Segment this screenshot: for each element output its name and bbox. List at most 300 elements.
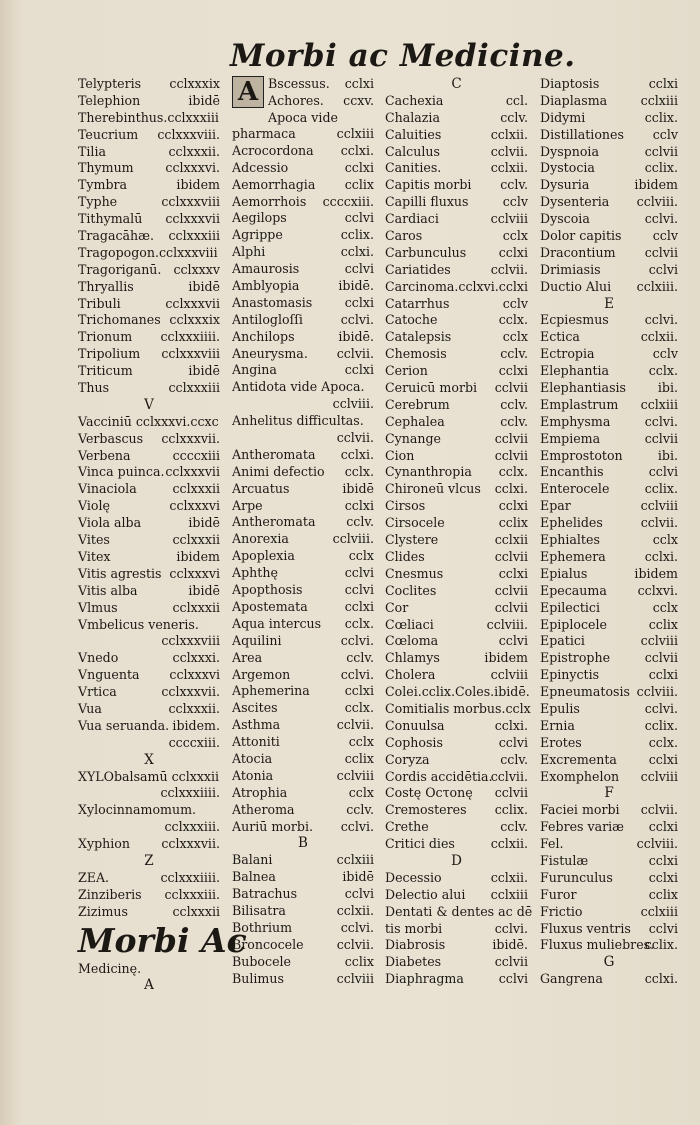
entry-name: Xylocinnamomum. [78,802,197,818]
entry-ref: cclxxxii [172,481,220,497]
index-column-1 [78,76,247,994]
entry-ref: ibidē [188,278,220,294]
index-entry [232,329,374,346]
entry-ref: cclxi [648,852,678,868]
entry-ref: cclviii. [636,194,678,210]
entry-ref: cclxiii [336,852,374,868]
index-entry [232,886,374,903]
index-column-4 [540,76,678,988]
index-entry [232,396,374,413]
entry-name: Aegilops [232,210,287,226]
entry-ref: cclv. [500,177,528,193]
index-entry [540,752,678,769]
entry-name: Chironeū vlcus [385,481,481,497]
index-entry [78,312,220,329]
entry-ref: cclx [348,734,374,750]
entry-ref: cclxxxiii. [164,886,220,902]
index-entry [232,531,374,548]
index-entry [232,802,374,819]
entry-ref: cclx. [344,463,374,479]
entry-ref: cclxxxvi [169,565,220,581]
entry-ref: cclxi. [340,446,374,462]
index-entry [78,346,220,363]
entry-ref: cclxii. [490,126,528,142]
entry-ref: cclix [344,176,374,192]
entry-name: Aqua intercus [232,615,322,631]
index-entry [540,870,678,887]
index-entry [232,278,374,295]
entry-ref: cclxii. [490,869,528,885]
entry-ref: cclxxxiii [168,228,220,244]
entry-name: Broncocele [232,936,304,952]
entry-ref: cclxi [498,498,528,514]
entry-ref: cclvii [494,582,528,598]
entry-name: Chalazia [385,109,440,125]
index-entry [540,346,678,363]
entry-name: Cerion [385,363,428,379]
entry-ref: cclxxxvii [165,464,220,480]
entry-name: Epatici [540,633,585,649]
entry-ref: cclix. [644,109,678,125]
index-entry [78,633,220,650]
entry-ref: cclxi [648,667,678,683]
index-entry [232,514,374,531]
index-entry [540,684,678,701]
index-entry [78,515,220,532]
index-entry [540,397,678,414]
index-entry [232,700,374,717]
entry-name: Balnea [232,869,276,885]
index-entry [540,211,678,228]
index-entry [78,177,220,194]
entry-ref: cclxiii [640,92,678,108]
entry-name: Emphysma [540,413,611,429]
index-entry [78,211,220,228]
entry-ref: cclviii [640,768,678,784]
entry-name: Anorexia [232,531,289,547]
entry-name: Ecpiesmus [540,312,609,328]
entry-name: Emplastrum [540,396,619,412]
entry-name: Cordis accidētia. [385,768,493,784]
entry-ref: cclxxxvi [169,667,220,683]
index-entry [78,769,220,786]
entry-name: Arcuatus [232,480,290,496]
entry-name: Antidota vide Apoca. [232,379,365,395]
index-entry [540,312,678,329]
entry-ref: cclviii. [486,616,528,632]
index-entry [385,700,531,718]
entry-name: Balani [232,852,273,868]
index-entry [78,228,220,245]
entry-name: Distillationes [540,126,624,142]
section-letter: Z [144,852,154,869]
entry-name: Anhelitus difficultas. [232,413,364,429]
index-entry [232,177,374,194]
index-entry [78,296,220,313]
index-entry [385,397,528,414]
entry-ref: cclvi [344,886,374,902]
entry-name: Verbascus [78,430,144,446]
entry-name: Colei.cclix.Coles.ibidē. [385,684,530,700]
entry-ref: cclv [652,126,678,142]
entry-ref: cclvii. [336,717,374,733]
entry-name: Bubocele [232,953,291,969]
entry-name: Aquilini [232,632,282,648]
entry-ref: cclviii. [636,684,678,700]
entry-ref: cclxi [344,598,374,614]
entry-ref: cclviii. [332,396,374,412]
entry-ref: cclx [652,599,678,615]
entry-name: Fistulæ [540,852,589,868]
entry-ref: ccccxiii. [168,734,220,750]
index-entry [540,819,678,836]
entry-ref: cclvii [494,954,528,970]
entry-ref: cclxxxvii [165,211,220,227]
entry-name: Antheromata [232,446,316,462]
index-entry [385,312,528,329]
entry-ref: cclix [344,750,374,766]
entry-name: Cynanthropia [385,464,472,480]
entry-ref: ibidē [342,480,374,496]
entry-ref: cclx [348,548,374,564]
index-entry [232,633,374,650]
index-entry [78,735,220,752]
entry-name: Didymi [540,109,586,125]
entry-name: Gangrena [540,971,603,987]
entry-ref: cclx [502,329,528,345]
entry-ref: ccxv. [343,93,374,108]
entry-ref: cclxiii [490,886,528,902]
index-entry [540,431,678,448]
entry-name: Diabetes [385,954,442,970]
entry-name: Chemosis [385,346,447,362]
entry-ref: cclix. [644,160,678,176]
entry-name: Angina [232,362,277,378]
index-entry [78,650,220,667]
entry-ref: cclvii. [490,143,528,159]
entry-ref: cclxxxii. [168,700,220,716]
section-letter: V [144,396,154,413]
index-entry [385,160,528,177]
entry-ref: cclvi [498,971,528,987]
entry-name: Clystere [385,532,439,548]
entry-ref: ccccxiii. [322,193,374,209]
entry-ref: cclvii. [490,768,528,784]
index-entry [385,921,528,938]
entry-name: Auriū morbi. [232,818,314,834]
index-entry [385,532,528,549]
entry-name: Caros [385,228,423,244]
index-entry [540,329,678,346]
index-entry [540,566,678,583]
section-heading [78,920,247,961]
index-entry [540,110,678,127]
entry-ref: cclxi [344,294,374,310]
entry-ref: cclv. [500,751,528,767]
index-entry [385,870,528,887]
entry-name: Fluxus ventris [540,920,631,936]
entry-name: Telephion [78,92,141,108]
section-letter: X [144,751,154,768]
entry-ref: cclxxxv [173,261,220,277]
index-entry [540,650,678,667]
entry-name: Amblyopia [232,278,300,294]
entry-name: Carbunculus [385,244,467,260]
index-entry [78,836,220,853]
index-entry [78,160,220,177]
entry-name: Capitis morbi [385,177,472,193]
index-entry [385,177,528,194]
entry-ref: cclvi [344,582,374,598]
entry-name: Antilogloſſi [232,311,303,327]
entry-ref: cclix [648,886,678,902]
entry-name: Animi defectio [232,463,325,479]
index-entry [232,194,374,211]
entry-name: Vinaciola [78,481,137,497]
entry-name: Vmbelicus veneris. [78,616,199,632]
index-entry [385,836,528,853]
entry-ref: cclv [652,346,678,362]
entry-ref: cclix [648,616,678,632]
entry-ref: cclviii [640,633,678,649]
index-entry [540,262,678,279]
entry-ref: ibidē [342,869,374,885]
index-entry [232,650,374,667]
index-entry [540,735,678,752]
entry-name: Amaurosis [232,261,300,277]
entry-name: Area [232,649,263,665]
index-entry [78,549,220,566]
entry-ref: ibidem [484,650,528,666]
index-entry [232,261,374,278]
entry-name: Cœliaci [385,616,434,632]
entry-name: Cion [385,447,415,463]
entry-ref: cclviii [490,211,528,227]
index-entry [232,920,374,937]
index-entry [232,379,374,396]
index-entry [232,667,374,684]
entry-ref: cclxi. [644,971,678,987]
entry-name: Ephialtes [540,532,600,548]
entry-ref: ibidem [176,177,220,193]
index-entry [78,600,220,617]
index-entry [385,735,528,752]
entry-name: Triticum [78,363,133,379]
entry-name: Costę Ocτonę [385,785,473,801]
entry-name: Diaptosis [540,76,600,91]
index-entry [78,887,220,904]
entry-name: Enterocele [540,481,610,497]
entry-ref: cclvii. [336,936,374,952]
entry-ref: cclvii. [336,430,374,446]
entry-ref: ibidem [634,177,678,193]
entry-ref: cclvi. [340,666,374,682]
index-entry [78,464,220,481]
index-entry [385,211,528,228]
entry-ref: cclxi [344,76,374,91]
entry-name: Comitialis morbus.cclx [385,700,531,716]
entry-name: Cirsocele [385,515,445,531]
entry-ref: cclx. [648,363,678,379]
index-entry [232,937,374,954]
index-entry [540,464,678,481]
index-entry [232,362,374,379]
entry-name: Bothrium [232,919,293,935]
entry-ref: cclvii [494,785,528,801]
entry-name: Epinyctis [540,667,600,683]
entry-name: Catalepsis [385,329,452,345]
index-entry [385,228,528,245]
entry-name: ZEA. [78,869,110,885]
entry-ref: cclxii. [490,836,528,852]
entry-name: Delectio alui [385,886,466,902]
entry-name: Tripolium [78,346,141,362]
entry-name: Vua seruanda. [78,717,170,733]
section-letter: A [144,977,154,994]
entry-name: Elephantia [540,363,610,379]
index-entry [232,346,374,363]
index-entry [540,583,678,600]
index-entry [78,961,220,978]
entry-name: Faciei morbi [540,802,620,818]
entry-name: Coryza [385,751,430,767]
entry-name: XYLObalsamū cclxxxii [78,768,220,784]
index-entry [232,852,374,869]
entry-name: Zinziberis [78,886,142,902]
index-entry [385,110,528,127]
index-entry [232,244,374,261]
index-entry [385,279,528,296]
index-entry [232,548,374,565]
entry-name: Argemon [232,666,291,682]
entry-name: Epialus [540,565,588,581]
entry-name: Catarrhus [385,295,450,311]
entry-name: Tragopogon.cclxxxviii [78,244,218,260]
index-entry [232,869,374,886]
index-entry [540,549,678,566]
index-entry [385,937,528,954]
index-entry [385,769,528,786]
entry-name: Chlamys [385,650,440,666]
entry-name: Caluities [385,126,442,142]
entry-ref: cclvi [648,464,678,480]
entry-name: Alphi [232,244,266,260]
index-entry [232,971,374,988]
entry-ref: cclxiii [640,396,678,412]
index-entry [385,718,528,735]
entry-ref: cclxi [344,683,374,699]
index-entry [78,498,220,515]
entry-name: Clides [385,548,425,564]
entry-ref: cclxxxiiii. [160,785,220,801]
index-entry [540,363,678,380]
index-entry [540,887,678,904]
entry-name: Cardiaci [385,211,439,227]
index-entry [78,617,220,634]
index-entry [78,684,220,701]
entry-ref: cclxiii [640,903,678,919]
entry-ref: cclxii. [336,902,374,918]
entry-name: Bilisatra [232,902,286,918]
entry-name: Excrementa [540,751,617,767]
index-entry [385,262,528,279]
index-entry [540,414,678,431]
entry-ref: cclxxxiii. [164,819,220,835]
entry-ref: cclvi [344,565,374,581]
entry-name: Carcinoma.cclxvi.cclxi [385,278,529,294]
index-entry [232,160,374,177]
index-entry [540,481,678,498]
entry-name: Verbena [78,447,131,463]
entry-ref: cclxxxviii [161,633,220,649]
entry-name: Cophosis [385,734,443,750]
entry-name: Trichomanes [78,312,161,328]
index-entry [78,785,220,802]
index-entry [385,903,533,921]
index-entry [385,752,528,769]
index-entry [540,718,678,735]
entry-ref: cclxi [648,819,678,835]
entry-ref: cclxi [344,362,374,378]
index-entry [232,819,374,836]
entry-name: Cephalea [385,413,445,429]
entry-ref: ibidē. [338,278,374,294]
drop-cap-letter: A [232,76,264,108]
entry-ref: cclix. [644,937,678,953]
entry-name: Atocia [232,750,273,766]
entry-name: Violę [78,498,110,514]
entry-ref: cclvi [344,210,374,226]
entry-name: Vacciniū cclxxxvi.ccxc [78,413,219,429]
entry-name: Viola alba [78,515,142,531]
index-entry [385,667,528,684]
index-entry [540,194,678,211]
index-entry [540,937,678,954]
index-entry [232,768,374,785]
entry-name: Cremosteres [385,802,467,818]
index-entry [385,363,528,380]
entry-name: Dentati & dentes ac dē [385,903,533,919]
entry-ref: ibidē. [492,937,528,953]
entry-name: Epar [540,498,571,514]
index-entry [385,684,528,701]
index-entry [540,93,678,110]
index-entry [385,819,528,836]
entry-ref: cclvii. [490,261,528,277]
entry-name: Ectropia [540,346,595,362]
entry-ref: cclix [498,515,528,531]
section-letter: C [451,76,462,92]
index-entry [232,903,374,920]
entry-name: Cnesmus [385,565,444,581]
index-entry [78,93,220,110]
entry-ref: cclvi. [644,413,678,429]
entry-name: Ectica [540,329,580,345]
entry-ref: cclxxxvi [169,498,220,514]
entry-ref: cclv [652,228,678,244]
entry-ref: cclxxxiii [168,380,220,396]
entry-name: Cholera [385,667,436,683]
entry-ref: cclx. [648,734,678,750]
entry-ref: cclxxxii [172,903,220,919]
entry-name: Vitex [78,548,111,564]
entry-ref: ccccxiii [172,447,220,463]
entry-name: Vitis agrestis [78,565,162,581]
index-entry [78,870,220,887]
entry-name: Ductio Alui [540,278,612,294]
entry-ref: cclix. [644,717,678,733]
entry-ref: cclxxxii. [168,143,220,159]
